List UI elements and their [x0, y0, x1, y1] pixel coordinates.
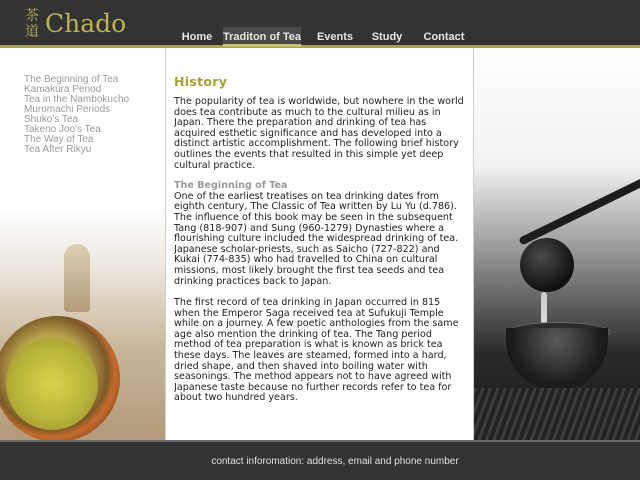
- intro-paragraph: The popularity of tea is worldwide, but nowhere in the world does tea contribute as much to the cultural milieu as in Japan. There the preparation and drinking of tea has acquired esthetic significance and has developed into a distinct artistic accomplishment. The following brief history outlines the events that resulted in this simple yet deep cultural practice.: [174, 96, 464, 171]
- column-divider-left: [165, 48, 166, 440]
- section-heading: The Beginning of Tea: [174, 180, 288, 192]
- sidebar-item-tea-after-rikyu[interactable]: Tea After Rikyu: [24, 144, 92, 155]
- left-column: [0, 48, 165, 440]
- ladle-image: [520, 238, 574, 292]
- logo-kanji: 茶道: [25, 8, 39, 40]
- bamboo-mat-image: [474, 388, 640, 440]
- tea-whisk-image: [64, 244, 90, 312]
- nav-home[interactable]: Home: [181, 31, 213, 43]
- nav-events[interactable]: Events: [316, 31, 354, 43]
- logo-wordmark: Chado: [45, 9, 127, 38]
- sidebar-item-shukos-tea[interactable]: Shuko's Tea: [24, 114, 78, 125]
- footer-contact-info: contact inforomation: address, email and phone number: [211, 456, 459, 467]
- sidebar-item-muromachi-periods[interactable]: Muromachi Periods: [24, 104, 111, 115]
- section-paragraph-2: The first record of tea drinking in Japan occurred in 815 when the Emperor Saga received tea at Sufukuji Temple while on a journey. A few poetic anthologies from the same age also mention the drinking of tea. The Tang period method of tea preparation is what is known as brick tea these days. The leaves are steamed, formed into a hard, dried shape, and then shaved into boiling water with seasonings. The method appears not to have agreed with Japanese taste because no further records refer to tea for about two hundred years.: [174, 297, 459, 404]
- sidebar-item-way-of-tea[interactable]: The Way of Tea: [24, 134, 94, 145]
- sidebar-item-nambokucho[interactable]: Tea in the Nambokucho: [24, 94, 130, 105]
- sidebar-item-beginning-of-tea[interactable]: The Beginning of Tea: [24, 74, 119, 85]
- nav-study[interactable]: Study: [371, 31, 403, 43]
- page-title: History: [174, 74, 228, 89]
- matcha-tea-image: [6, 338, 98, 430]
- section-paragraph-1: One of the earliest treatises on tea drinking dates from eighth century, The Classic of Tea written by Lu Yu (d.786). The influence of this book may be seen in the subsequent Tang (818-907) and Sung (960-1279) Dynasties where a flourishing culture included the widespread drinking of tea. Japanese scholar-priests, such as Saicho (727-822) and Kukai (774-835) who had travelled to China on cultural missions, most likely brought the first tea seeds and tea drinking practices back to Japan.: [174, 190, 459, 287]
- footer-rule: [0, 440, 640, 442]
- sidebar-item-takeno-joos-tea[interactable]: Takeno Joo's Tea: [24, 124, 101, 135]
- nav-tradition-of-tea[interactable]: Traditon of Tea: [223, 27, 301, 47]
- sidebar-nav: [24, 75, 164, 155]
- nav-contact[interactable]: Contact: [423, 31, 465, 43]
- main-content: [174, 70, 464, 440]
- sidebar-item-kamakura-period[interactable]: Kamakura Period: [24, 84, 102, 95]
